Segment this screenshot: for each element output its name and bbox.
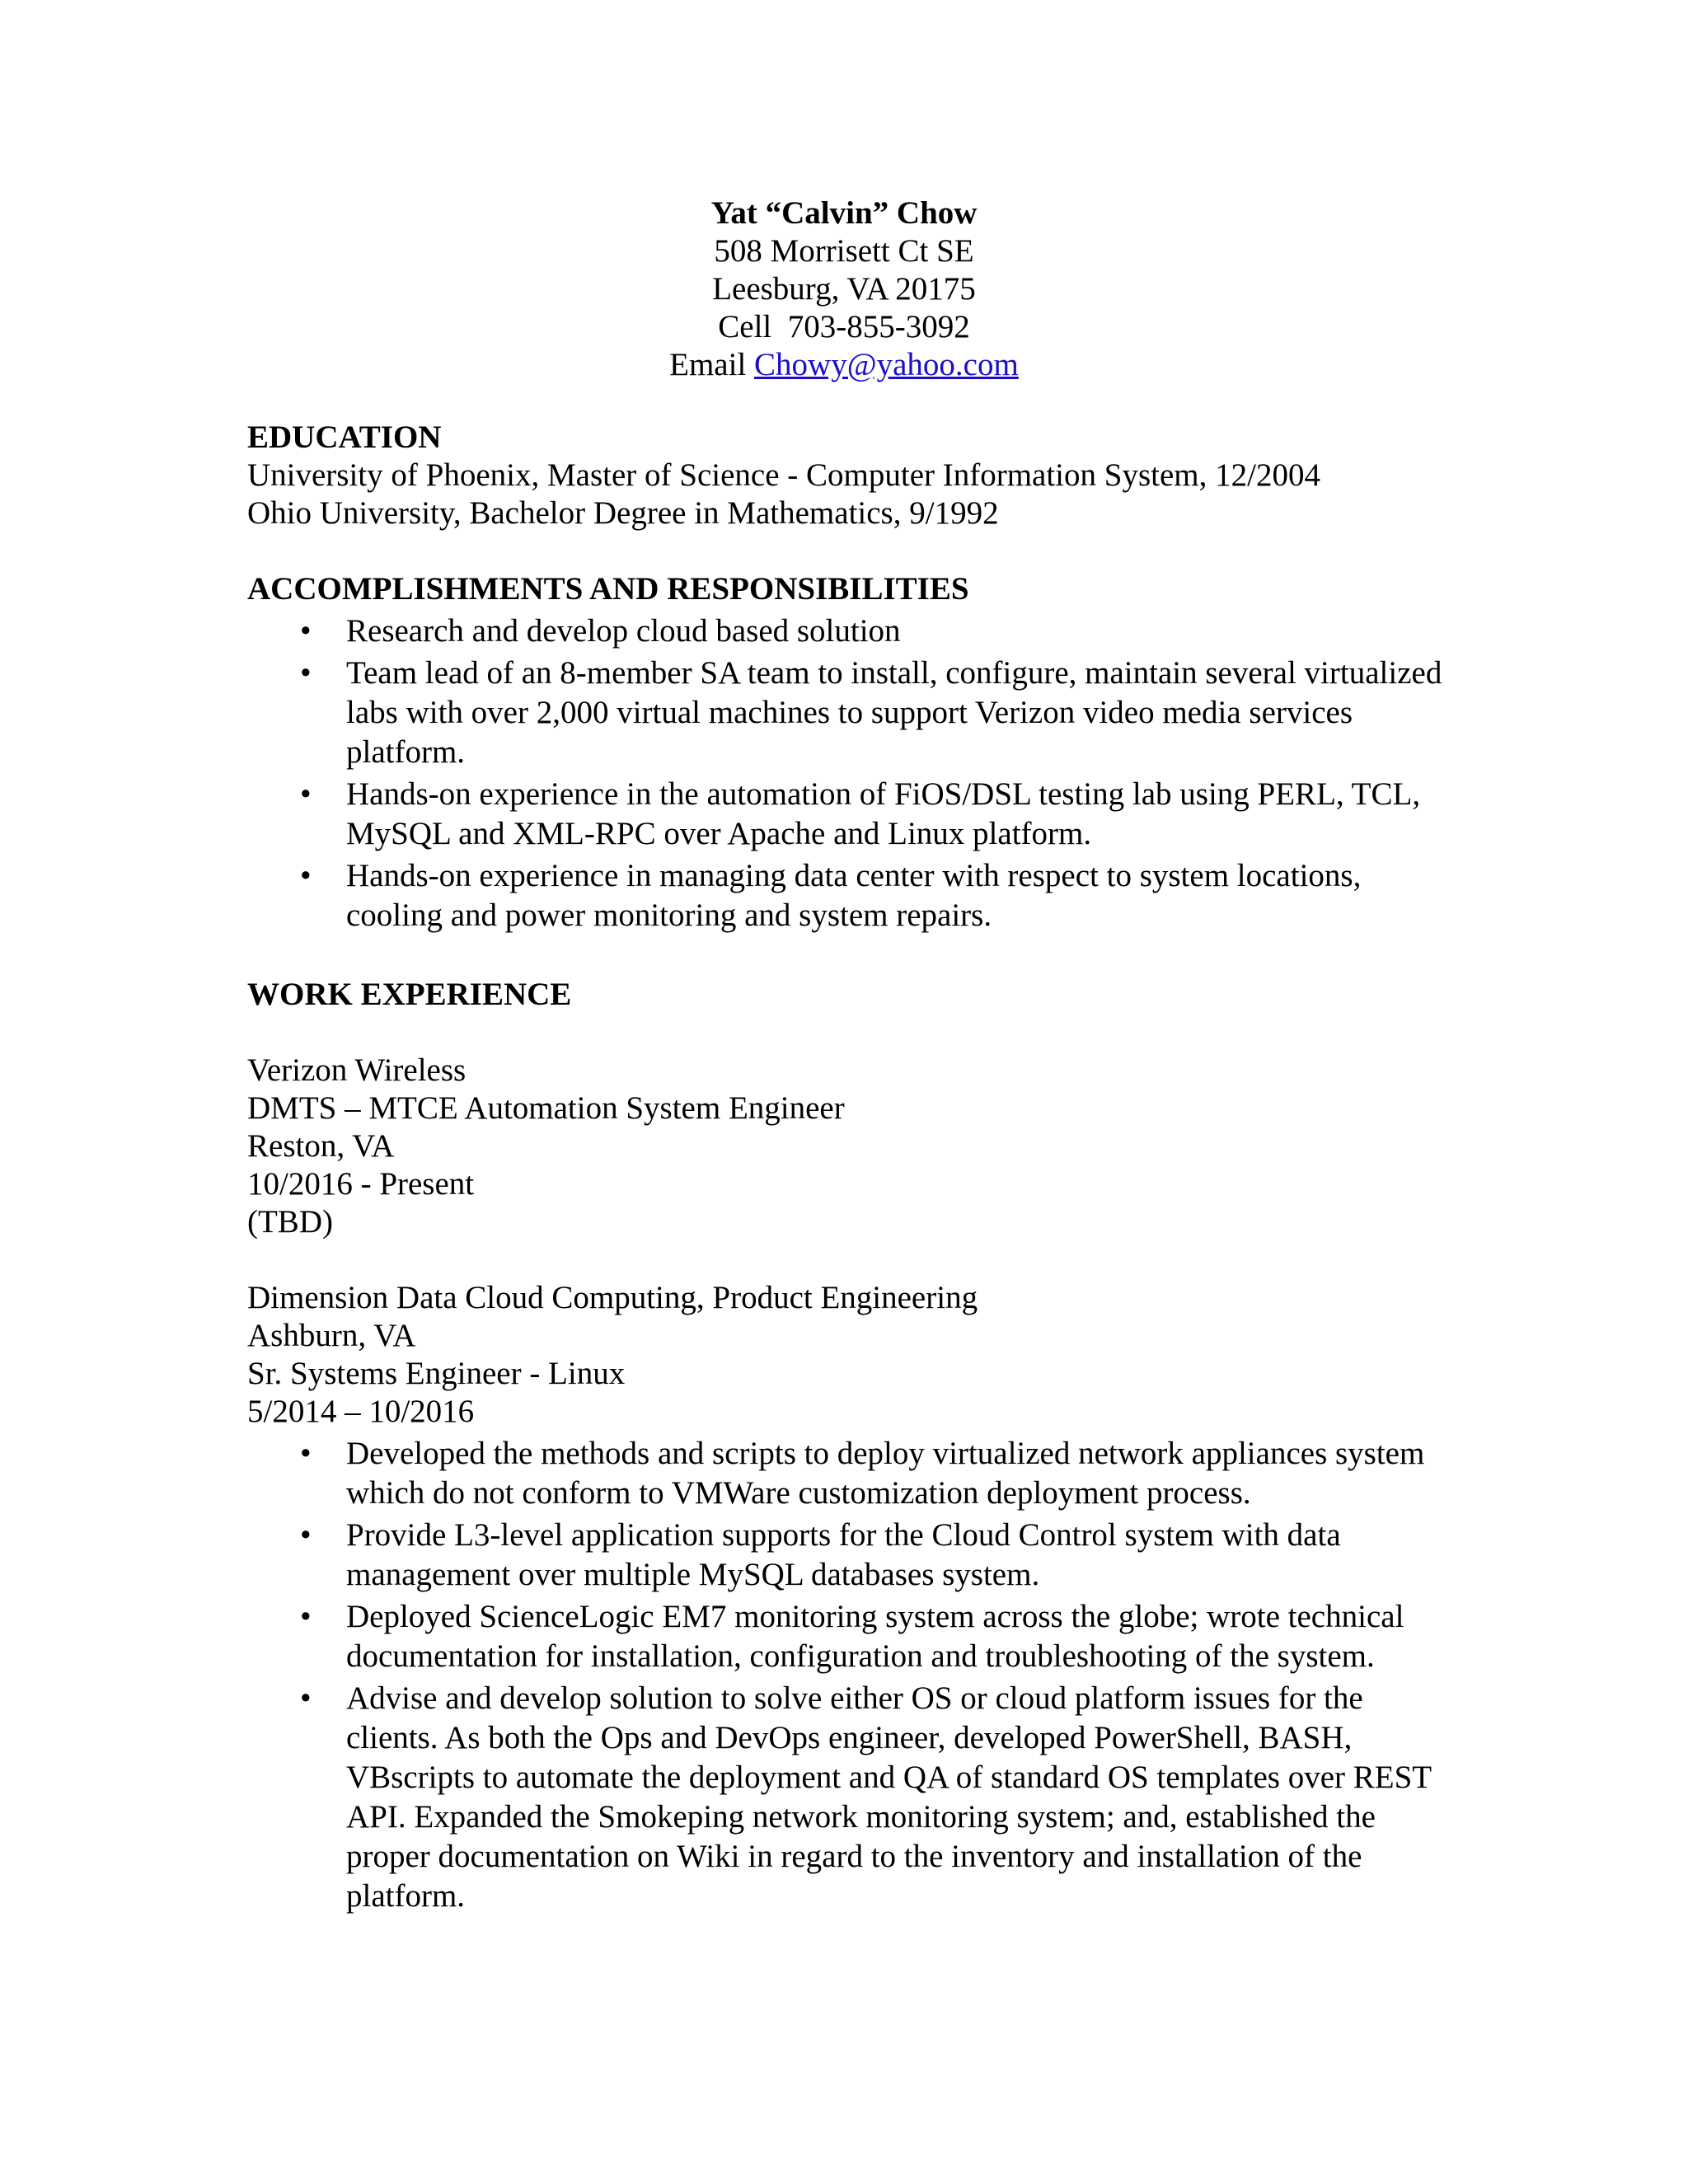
list-item-text: Team lead of an 8-member SA team to install, configure, maintain several virtualized labs with over 2,000 virtual machines to support Verizon video media services platform. [346,655,1442,770]
job-title: DMTS – MTCE Automation System Engineer [247,1090,845,1126]
list-item [247,1679,1451,1916]
education-line: University of Phoenix, Master of Science - Computer Information System, 12/2004 [247,457,1320,493]
list-item [247,1516,1451,1595]
address-line-2: Leesburg, VA 20175 [712,271,976,307]
list-item [247,1597,1451,1676]
job-entry-dimension-data [247,1279,1451,1916]
accomplishments-title: ACCOMPLISHMENTS AND RESPONSIBILITIES [247,571,969,607]
education-title: EDUCATION [247,419,442,455]
job-note: (TBD) [247,1204,333,1240]
list-item [247,612,1451,651]
address-line-1: 508 Morrisett Ct SE [714,233,974,269]
bullet-icon: • [300,1517,312,1553]
list-item-text: Hands-on experience in the automation of FiOS/DSL testing lab using PERL, TCL, MySQL and XML-RPC over Apache and Linux platform. [346,776,1421,851]
list-item [247,775,1451,854]
education-section [247,419,1451,532]
list-item [247,654,1451,772]
resume-header [0,194,1688,384]
bullet-icon: • [300,655,312,691]
education-line: Ohio University, Bachelor Degree in Mathematics, 9/1992 [247,495,999,531]
cell-phone: Cell 703-855-3092 [718,309,970,344]
list-item-text: Provide L3-level application supports for the Cloud Control system with data management over multiple MySQL databases system. [346,1517,1341,1592]
list-item-text: Developed the methods and scripts to deploy virtualized network appliances system which do not conform to VMWare customization deployment process. [346,1436,1425,1511]
email-link[interactable]: Chowy@yahoo.com [754,347,1019,382]
candidate-name: Yat “Calvin” Chow [710,195,978,231]
list-item [247,856,1451,935]
bullet-icon: • [300,858,312,893]
accomplishments-section [247,570,1451,935]
bullet-icon: • [300,613,312,649]
work-section [247,976,1451,1916]
job-dates: 10/2016 - Present [247,1166,475,1202]
bullet-icon: • [300,1599,312,1634]
job-location: Reston, VA [247,1128,395,1164]
email-label: Email [669,347,755,382]
job-dates: 5/2014 – 10/2016 [247,1394,475,1429]
bullet-icon: • [300,776,312,812]
list-item [247,1434,1451,1513]
job-title: Sr. Systems Engineer - Linux [247,1356,626,1391]
bullet-icon: • [300,1436,312,1471]
work-title: WORK EXPERIENCE [247,977,572,1012]
list-item-text: Deployed ScienceLogic EM7 monitoring system across the globe; wrote technical documentation for installation, configuration and troubleshooting of the system. [346,1599,1404,1674]
job-duties-list [247,1434,1451,1916]
job-employer: Verizon Wireless [247,1052,467,1088]
list-item-text: Hands-on experience in managing data center with respect to system locations, cooling and power monitoring and system repairs. [346,858,1362,933]
job-location: Ashburn, VA [247,1318,416,1353]
job-entry-verizon [247,1052,1451,1241]
accomplishments-list [247,612,1451,935]
job-employer: Dimension Data Cloud Computing, Product Engineering [247,1280,978,1315]
resume-body [247,419,1451,1919]
list-item-text: Advise and develop solution to solve either OS or cloud platform issues for the clients. As both the Ops and DevOps engineer, developed PowerShell, BASH, VBscripts to automate the deployment and QA of standard OS templates over REST API. Expanded the Smokeping network monitoring system; and, established the proper documentation on Wiki in regard to the inventory and installation of the platform. [346,1680,1432,1914]
list-item-text: Research and develop cloud based solution [346,613,901,649]
bullet-icon: • [300,1680,312,1716]
email-line [0,346,1688,384]
